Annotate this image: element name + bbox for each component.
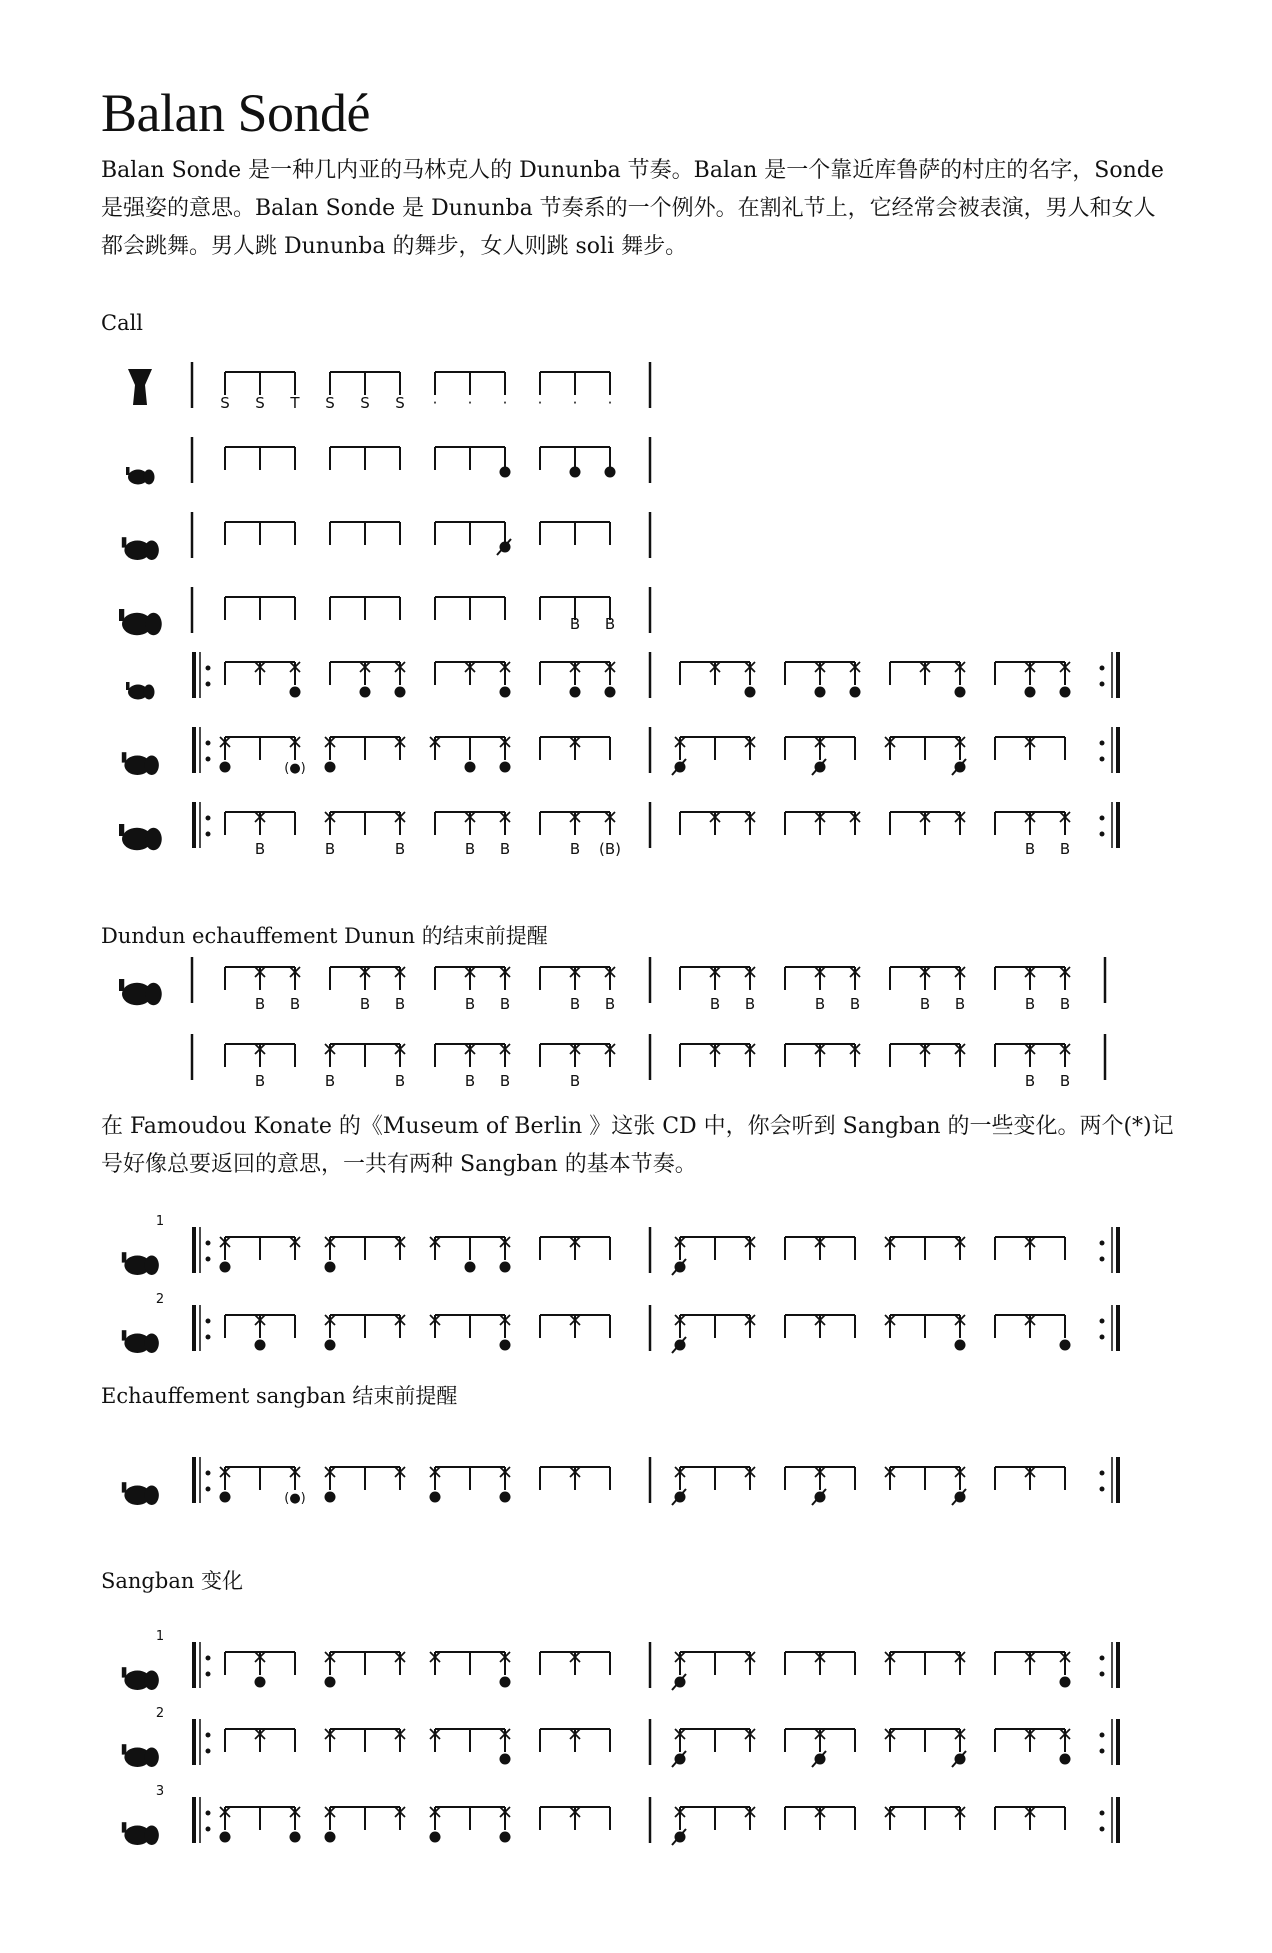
drum-stroke bbox=[500, 1262, 511, 1273]
djembe-call-label: T bbox=[290, 394, 300, 412]
dundun-heading: Dundun echauffement Dunun 的结束前提醒 bbox=[101, 924, 548, 948]
repeat-dot bbox=[1100, 816, 1105, 821]
drum-stroke bbox=[500, 1340, 511, 1351]
drum-stroke bbox=[500, 1677, 511, 1688]
repeat-dot bbox=[206, 1656, 211, 1661]
drum-stroke bbox=[1060, 1754, 1071, 1765]
bass-note: B bbox=[464, 1072, 476, 1090]
repeat-dot bbox=[1100, 1811, 1105, 1816]
djembe-call-label: · bbox=[467, 394, 473, 412]
repeat-dot bbox=[206, 1672, 211, 1677]
drum-stroke bbox=[325, 762, 336, 773]
repeat-dot bbox=[206, 1335, 211, 1340]
sangban-drum-icon bbox=[122, 1330, 159, 1353]
sangban-drum-icon bbox=[122, 1482, 159, 1505]
bass-note: B bbox=[1059, 840, 1071, 858]
drum-stroke bbox=[325, 1340, 336, 1351]
drum-stroke bbox=[220, 1492, 231, 1503]
repeat-dot bbox=[1100, 1656, 1105, 1661]
repeat-dot bbox=[206, 682, 211, 687]
djembe-call-label: S bbox=[360, 394, 370, 412]
repeat-dot bbox=[1100, 1241, 1105, 1246]
bass-note: B bbox=[499, 995, 511, 1013]
drum-stroke bbox=[325, 1832, 336, 1843]
sangban-note: 在 Famoudou Konate 的《Museum of Berlin 》这张 CD 中，你会听到 Sangban 的一些变化。两个(*)记号好像总要返回的意思，一共有两种 Sangban 的基本节奏。 bbox=[101, 1114, 1174, 1177]
repeat-dot bbox=[1100, 1733, 1105, 1738]
repeat-dot bbox=[1100, 1487, 1105, 1492]
bass-note: B bbox=[814, 995, 826, 1013]
djembe-call-label: · bbox=[607, 394, 613, 412]
repeat-dot bbox=[206, 1749, 211, 1754]
djembe-call-label: · bbox=[502, 394, 508, 412]
bass-note: B bbox=[1024, 840, 1036, 858]
repeat-dot bbox=[206, 1487, 211, 1492]
bass-note: B bbox=[569, 840, 581, 858]
kenkeni-drum-icon bbox=[126, 467, 155, 485]
drum-stroke bbox=[955, 1340, 966, 1351]
ghost-bell: (●) bbox=[284, 761, 306, 776]
bass-note: B bbox=[709, 995, 721, 1013]
drum-stroke bbox=[500, 687, 511, 698]
drum-stroke bbox=[325, 1262, 336, 1273]
bass-note: B bbox=[359, 995, 371, 1013]
drum-stroke bbox=[500, 467, 511, 478]
repeat-dot bbox=[206, 816, 211, 821]
bass-note: B bbox=[1024, 1072, 1036, 1090]
repeat-dot bbox=[1100, 682, 1105, 687]
bass-note: (B) bbox=[599, 840, 621, 858]
repeat-dot bbox=[1100, 1335, 1105, 1340]
variation-number: 3 bbox=[155, 1784, 165, 1799]
repeat-dot bbox=[206, 1241, 211, 1246]
drum-stroke bbox=[605, 467, 616, 478]
drum-stroke bbox=[1060, 1340, 1071, 1351]
repeat-dot bbox=[206, 1471, 211, 1476]
drum-stroke bbox=[220, 762, 231, 773]
drum-stroke bbox=[1060, 1677, 1071, 1688]
repeat-dot bbox=[1100, 1257, 1105, 1262]
djembe-call-label: · bbox=[432, 394, 438, 412]
drum-stroke bbox=[1060, 687, 1071, 698]
drum-stroke bbox=[815, 687, 826, 698]
page-title: Balan Sondé bbox=[101, 83, 370, 143]
bass-note: B bbox=[1059, 1072, 1071, 1090]
bass-note: B bbox=[464, 840, 476, 858]
repeat-dot bbox=[206, 1733, 211, 1738]
sangban-drum-icon bbox=[122, 1667, 159, 1690]
echauffement-heading: Echauffement sangban 结束前提醒 bbox=[101, 1384, 458, 1408]
bass-note: B bbox=[744, 995, 756, 1013]
drum-stroke bbox=[290, 1832, 301, 1843]
drum-stroke bbox=[745, 687, 756, 698]
ghost-bell: (●) bbox=[284, 1491, 306, 1506]
drum-stroke bbox=[500, 1832, 511, 1843]
drum-stroke bbox=[605, 687, 616, 698]
sangban-drum-icon bbox=[122, 1252, 159, 1275]
bass-note: B bbox=[324, 840, 336, 858]
repeat-dot bbox=[1100, 757, 1105, 762]
variation-number: 2 bbox=[155, 1292, 165, 1307]
bass-note: B bbox=[499, 1072, 511, 1090]
variation-number: 2 bbox=[155, 1706, 165, 1721]
bass-note: B bbox=[324, 1072, 336, 1090]
sangban-drum-icon bbox=[122, 752, 159, 775]
drum-stroke bbox=[325, 1677, 336, 1688]
drum-stroke bbox=[255, 1677, 266, 1688]
drum-stroke bbox=[1025, 687, 1036, 698]
bass-note: B bbox=[254, 1072, 266, 1090]
bass-note: B bbox=[604, 995, 616, 1013]
bass-note: B bbox=[849, 995, 861, 1013]
kenkeni-drum-icon bbox=[126, 682, 155, 700]
bass-note: B bbox=[499, 840, 511, 858]
repeat-dot bbox=[1100, 1672, 1105, 1677]
drum-stroke bbox=[325, 1492, 336, 1503]
drum-stroke bbox=[220, 1262, 231, 1273]
bass-note: B bbox=[254, 840, 266, 858]
bass-note: B bbox=[954, 995, 966, 1013]
djembe-call-label: S bbox=[255, 394, 265, 412]
djembe-call-label: S bbox=[395, 394, 405, 412]
repeat-dot bbox=[1100, 741, 1105, 746]
sangban-drum-icon bbox=[122, 1822, 159, 1845]
drum-stroke bbox=[430, 1832, 441, 1843]
call-heading: Call bbox=[101, 311, 144, 335]
dununba-drum-icon bbox=[119, 824, 162, 850]
bass-note: B bbox=[604, 615, 616, 633]
bass-note: B bbox=[394, 1072, 406, 1090]
djembe-icon bbox=[128, 369, 152, 405]
drum-stroke bbox=[255, 1340, 266, 1351]
sangban-drum-icon bbox=[122, 1744, 159, 1767]
drum-stroke bbox=[220, 1832, 231, 1843]
bass-note: B bbox=[289, 995, 301, 1013]
drum-stroke bbox=[465, 1262, 476, 1273]
variation-number: 1 bbox=[155, 1214, 165, 1229]
repeat-dot bbox=[1100, 832, 1105, 837]
bass-note: B bbox=[464, 995, 476, 1013]
repeat-dot bbox=[206, 1827, 211, 1832]
repeat-dot bbox=[1100, 666, 1105, 671]
djembe-call-label: · bbox=[572, 394, 578, 412]
drum-stroke bbox=[500, 1492, 511, 1503]
repeat-dot bbox=[1100, 1319, 1105, 1324]
bass-note: B bbox=[569, 995, 581, 1013]
bass-note: B bbox=[394, 995, 406, 1013]
bass-note: B bbox=[919, 995, 931, 1013]
bass-note: B bbox=[254, 995, 266, 1013]
djembe-call-label: · bbox=[537, 394, 543, 412]
repeat-dot bbox=[206, 741, 211, 746]
drum-stroke bbox=[955, 687, 966, 698]
djembe-call-label: S bbox=[325, 394, 335, 412]
drum-stroke bbox=[850, 687, 861, 698]
repeat-dot bbox=[1100, 1471, 1105, 1476]
drum-stroke bbox=[465, 762, 476, 773]
repeat-dot bbox=[206, 832, 211, 837]
drum-stroke bbox=[500, 762, 511, 773]
bass-note: B bbox=[1059, 995, 1071, 1013]
bass-note: B bbox=[1024, 995, 1036, 1013]
drum-stroke bbox=[570, 467, 581, 478]
repeat-dot bbox=[1100, 1827, 1105, 1832]
drum-stroke bbox=[360, 687, 371, 698]
repeat-dot bbox=[206, 1811, 211, 1816]
drum-stroke bbox=[570, 687, 581, 698]
repeat-dot bbox=[206, 666, 211, 671]
repeat-dot bbox=[206, 757, 211, 762]
variations-heading: Sangban 变化 bbox=[101, 1569, 244, 1593]
bass-note: B bbox=[569, 615, 581, 633]
bass-note: B bbox=[394, 840, 406, 858]
variation-number: 1 bbox=[155, 1629, 165, 1644]
drum-stroke bbox=[290, 687, 301, 698]
drum-stroke bbox=[395, 687, 406, 698]
dununba-drum-icon bbox=[119, 609, 162, 635]
intro-paragraph: Balan Sonde 是一种几内亚的马林克人的 Dununba 节奏。Balan 是一个靠近库鲁萨的村庄的名字，Sonde 是强姿的意思。Balan Sonde 是 Dununba 节奏系的一个例外。在割礼节上，它经常会被表演，男人和女人都会跳舞。男人跳 Dununba 的舞步，女人则跳 soli 舞步。 bbox=[101, 158, 1164, 259]
bass-note: B bbox=[569, 1072, 581, 1090]
repeat-dot bbox=[206, 1257, 211, 1262]
drum-stroke bbox=[430, 1492, 441, 1503]
dununba-drum-icon bbox=[119, 979, 162, 1005]
sangban-drum-icon bbox=[122, 537, 159, 560]
djembe-call-label: S bbox=[220, 394, 230, 412]
drum-stroke bbox=[500, 1754, 511, 1765]
repeat-dot bbox=[1100, 1749, 1105, 1754]
repeat-dot bbox=[206, 1319, 211, 1324]
